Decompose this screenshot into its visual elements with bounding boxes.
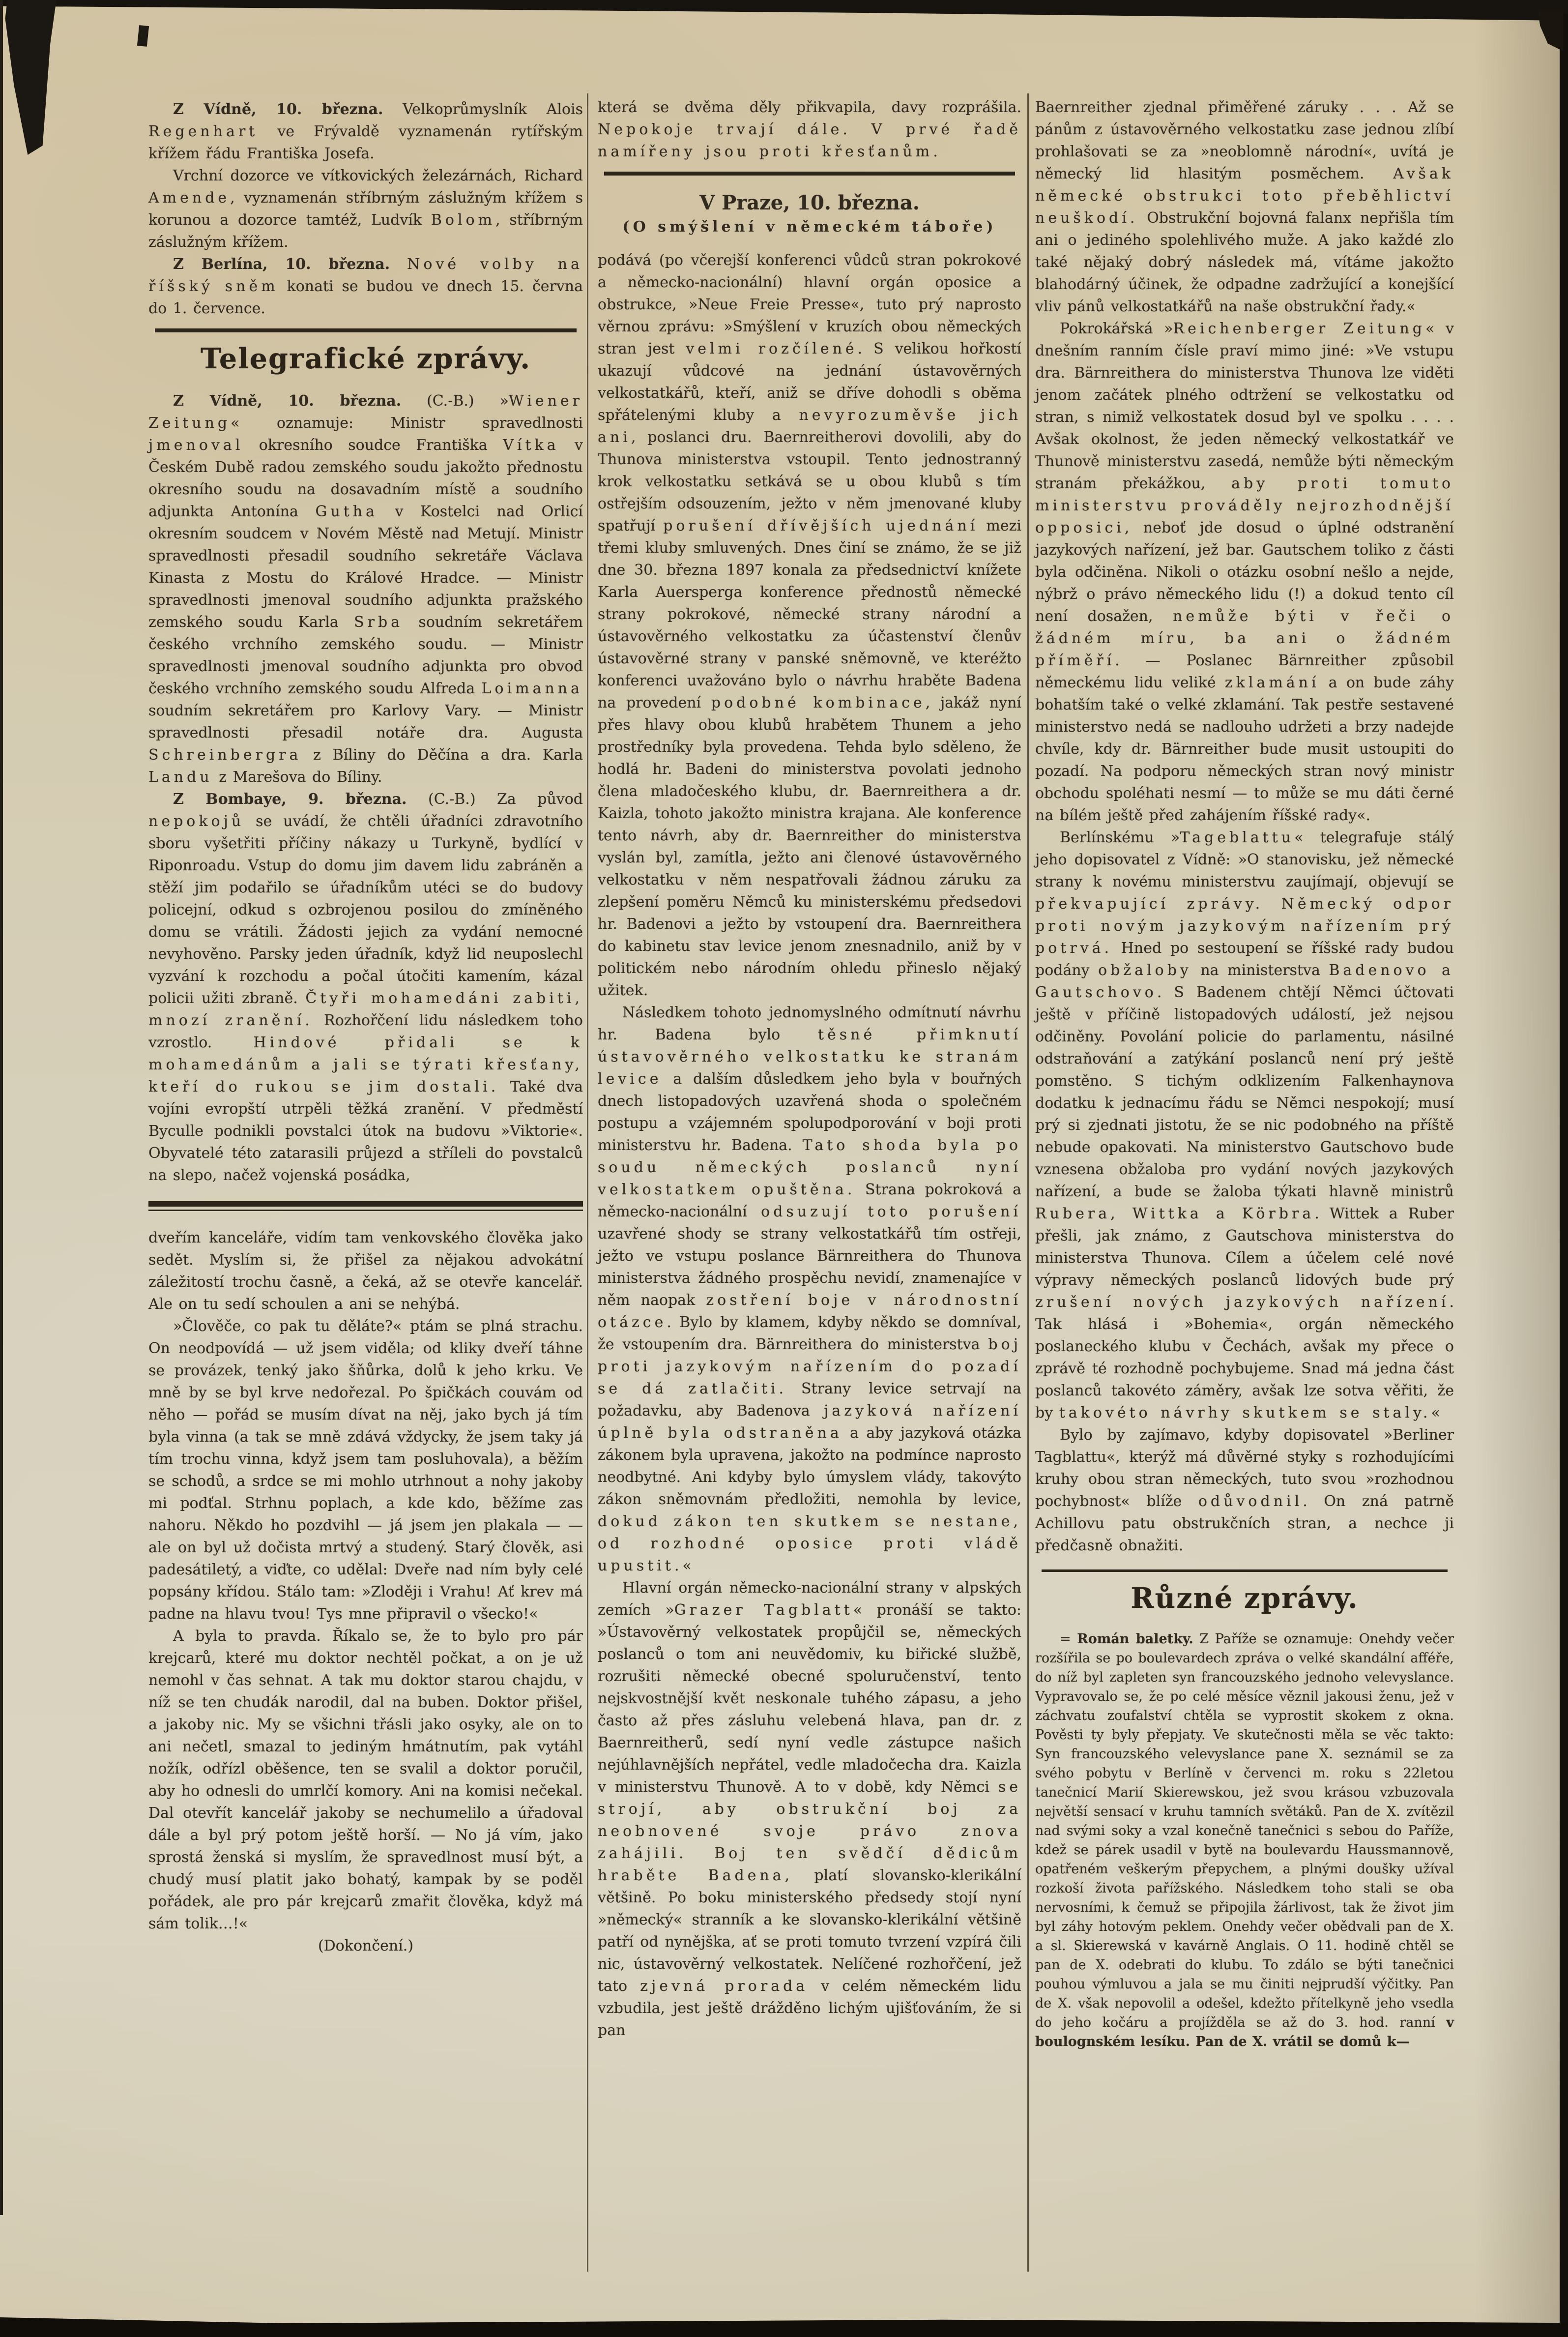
spaced-text: Nepokoje trvají dále. V prvé řadě namířeny jsou proti křesťanům. xyxy=(598,121,1021,160)
text-run: okresního soudce Františka xyxy=(243,437,503,454)
spaced-text: Reichenberger Zeitung xyxy=(1173,320,1426,337)
text-run: . Tak hlásá i »Bohemia«, orgán německého poslaneckého klubu v Čechách, avšak my přece o zprávě té rozhodně pochybujeme. Snad má jedna část poslanců takovéto záměry, avšak lze sotva věřiti, že by xyxy=(1035,1294,1454,1421)
scan-edge-bottom xyxy=(0,2317,1568,2337)
text-run: a dalším důsledkem jeho byla v bouřných dnech listopadových uzavřená shoda o společném postupu a vzájemném spolupodporování v boji proti ministerstvu hr. Badena. xyxy=(598,1070,1021,1154)
text-run: Strana pokroková a německo-nacionální xyxy=(598,1181,1021,1220)
spaced-text: Amende xyxy=(148,189,231,207)
text-run: Hlavní orgán německo-nacionální strany v alpských zemích » xyxy=(598,1579,1021,1619)
feuilleton-paragraph-3 xyxy=(148,1625,583,1935)
text-run: konati se budou ve dnech 15. června do 1. července. xyxy=(148,278,583,317)
spaced-text: odsuzují toto porušení xyxy=(761,1203,1022,1220)
text-run: z Bíliny do Děčína a dra. Karla xyxy=(301,746,583,764)
dateline-vienna xyxy=(148,98,583,165)
text-run: , vyznamenán stříbrným záslužným křížem s korunou a dozorce tamtéž, Ludvík xyxy=(148,189,583,229)
text-run: se uvádí, že chtěli úřadníci zdravotního sboru vyšetřiti příčiny nákazy u Turkyně, bydlící v Riponroadu. Vstup do domu jim davem lidu zabráněn a stěží jim podařilo se úřadníkům utéci se do budovy policejní, odkud s ozbrojenou posilou do zmíněného domu se vrátili. Žádosti jejich za vydání nemocné nevyhověno. Parsky jeden úřadník, když lid neuposlechl vyzvání k rozchodu a počal útočiti kamením, kázal policii užiti zbraně. xyxy=(148,813,583,1007)
spaced-text: Gutha xyxy=(315,503,378,520)
text-run: . Strany levice setrvají na požadavku, aby Badenova xyxy=(598,1380,1021,1420)
text-run: « pronáší se takto: »Ústavověrný velkostatek propůjčil se, německých poslanců o tom ani neuvědomiv, ku biřické službě, rozrušiti německé obecné spoluručenství, tento nejskvostnější květ neskonale tuhého zápasu, a jeho často až přes zásluhu velebená hlava, pan dr. z Baernreitherů, sedí nyní vedle zástupce našich nejúhlavnějších nepřátel, vedle mladočecha dra. Kaizla v ministerstvu Thunově. A to v době, kdy Němci xyxy=(598,1601,1022,1796)
baernreither-continuation xyxy=(1035,96,1454,318)
prague-rule xyxy=(604,172,1015,176)
text-run: A byla to pravda. Říkalo se, že to bylo pro pár krejcarů, které mu doktor nechtěl počkat, a on je už nemohl v čas sehnat. A tak mu doktor starou chajdu, v níž se ten chudák narodil, dal na buben. Doktor přišel, a jakoby nic. My se všichni třásli jako osyky, ale on to ani nečetl, smazal to jediným hmátnutím, pak vytáhl nožík, odřízl oběšence, ten se svalil a doktor poručil, aby ho odnesli do umrlčí komory. Ani na komisi nečekal. Dal otevřít kancelář jakoby se nechumelilo a úřadoval dále a byl prý potom ještě horší. — No já vím, jako sprostá ženská si myslím, že spravedlnost musí být, a chudý musí platit jako bohatý, kampak by se poděl pořádek, ale pro pár krejcarů zmařit člověka, když má sám tolik…!« xyxy=(148,1627,583,1932)
text-run: Z Paříže se oznamuje: Onehdy večer rozšířila se po boulevardech zpráva o velké skandální afféře, do níž byl zapleten syn francouzského jednoho velevyslance. Vypravovalo se, že po celé měsíce věznil jakousi ženu, jež v záchvatu zoufalství chtěla se vyprostit skokem z okna. Pověsti ty byly přepjaty. Ve skutečnosti měla se věc takto: Syn francouzského velevyslance pane X. seznámil se za svého pobytu v Berlíně v červenci m. roku s 22letou tanečnicí Marií Skierewskou, jež svou krásou vzbuzovala největší sensací v kruhu tamních světáků. Pan de X. zvítězil nad svými soky a vzal konečně tanečnici s sebou do Paříže, kdež se párek usadil v bytě na boulevardu Haussmannově, opatřeném veškerým přepychem, a plnými doušky užíval rozkoší života pařížského. Následkem toho stali se oba nervosními, k čemuž se připojila žárlivost, tak že život jim byl záhy hotovým peklem. Onehdy večer obědvali pan de X. a sl. Skierewská v kavárně Anglais. O 11. hodině chtěl se pan de X. odebrati do klubu. To zdálo se býti tanečnici pouhou výmluvou a jala se mu činiti nejprudší výčitky. Pan de X. však nepovolil a odešel, kdežto přítelkyně jeho vsedla do jeho kočáru a projížděla se až do 3. hod. ranní xyxy=(1035,1631,1454,2030)
bold-text: Román baletky. xyxy=(1077,1631,1193,1647)
spaced-text: Tageblattu xyxy=(1180,829,1295,846)
text-run xyxy=(390,256,407,273)
feuilleton-ending xyxy=(148,1935,583,1957)
text-run: Vrchní dozorce ve vítkovických železárnách, Richard xyxy=(173,167,583,184)
spaced-text: překvapující zprávy. Německý odpor proti novým jazykovým nařízením prý potrvá. xyxy=(1035,895,1454,957)
spaced-text: Schreinbergra xyxy=(148,746,302,764)
spaced-text: Vítka xyxy=(503,437,559,454)
text-run: « oznamuje: Ministr spravedlnosti xyxy=(231,414,583,432)
text-run: z Marešova do Bíliny. xyxy=(212,769,382,786)
spaced-text: Bolom xyxy=(431,211,496,229)
text-run: « telegrafuje stálý jeho dopisovatel z Vídně: »O stanovisku, jež německé strany k novému ministerstvu zaujímají, objevují se xyxy=(1035,829,1454,890)
text-run: , neboť jde dosud o úplné odstranění jazykových nařízení, jež bar. Gautschem toliko z části byla odčiněna. Nikoli o otázku osobní nešlo a nejde, nýbrž o právo německého lidu (!) a dokud tento cíl není dosažen, xyxy=(1035,519,1454,625)
column-divider-1 xyxy=(587,93,588,2272)
spaced-text: zrušení nových jazykových nařízení xyxy=(1035,1294,1450,1311)
text-run: Hned po sestoupení se říšské rady budou podány xyxy=(1035,940,1454,979)
spaced-text: Wiener Zeitung xyxy=(148,392,583,432)
bombay-continuation xyxy=(598,96,1021,163)
scan-edge-right-corner xyxy=(1538,9,1563,51)
section-heading-telegrams: Telegrafické zprávy. xyxy=(200,342,531,375)
bold-text: v boulognském lesíku. Pan de X. vrátil se domů k— xyxy=(1035,2015,1454,2049)
text-run: . Wittek a Ruber přešli, jak známo, z Gautschova ministerstva do ministerstva Thunova. Cílem a účelem celé nové výpravy německých poslanců lidových bude prý xyxy=(1035,1205,1454,1289)
column-1 xyxy=(148,98,583,1957)
bold-text: Z Vídně, 10. března. xyxy=(173,101,383,118)
spaced-text: obžaloby xyxy=(1098,962,1192,979)
spaced-text: nemůže býti v řeči o žádném míru, ba ani o žádném příměří xyxy=(1035,608,1454,669)
spaced-text: Srba xyxy=(354,614,404,631)
text-run: « v dnešním ranním čísle praví mimo jiné: »Ve vstupu dra. Bärnreithera do ministerstva Thunova lze viděti jenom začátek plného odtržení se velkostatku od stran, s nimiž velkostatek dosud byl ve spolku . . . . Avšak okolnost, že jeden německý velkostatkář ve Thunově ministerstvu zasedá, nemůže býti německým stranám překážkou, xyxy=(1035,320,1454,492)
text-run: , platí slovansko-klerikální většině. Po boku ministerského předsedy stojí nyní »německý« stranník a ke slovansko-klerikální většině patří od nynějška, ať se proti tomuto tvrzení vzpírá čili nic, ústavověrný velkostatek. Nelíčené rozhořčení, jež tato xyxy=(598,1867,1022,1995)
text-run: (C.-B.) Za původ xyxy=(407,791,583,808)
spaced-text: velmi rozčílené xyxy=(686,340,858,357)
telegram-bombay xyxy=(148,788,583,1186)
spaced-text: boj proti jazykovým nařízením do pozadí se dá zatlačiti xyxy=(598,1336,1021,1397)
telegram-vienna xyxy=(148,390,583,788)
text-run: uzavřené shody se strany velkostatkářů tím ostřeji, ježto ve vstupu poslance Bärnreithera do Thunova ministerstva žádného prospěchu nevidí, znamenajíce v něm naopak xyxy=(598,1225,1021,1309)
text-run: , stříbrným záslužným křížem. xyxy=(148,211,583,251)
neue-freie-presse-report xyxy=(598,249,1021,1002)
dateline-prague: V Praze, 10. března. xyxy=(699,191,920,214)
text-run: Následkem tohoto jednomyslného odmítnutí návrhu hr. Badena bylo xyxy=(598,1004,1021,1043)
spaced-text: Badenovo a Gautschovo xyxy=(1035,962,1454,1001)
text-run: . — Poslanec Bärnreither způsobil německému lidu veliké xyxy=(1035,652,1454,691)
ruzne-rule xyxy=(1042,1569,1448,1572)
subheading-german-camp: (O smýšlení v německém táboře) xyxy=(622,218,997,236)
text-run: Bylo by zajímavo, kdyby dopisovatel »Berliner Tagblattu«, kterýž má důvěrné styky s rozhodujícími kruhy obou stran německých, tuto svou »rozhodnou pochybnost« blíže xyxy=(1035,1426,1454,1510)
spaced-text: Tato shoda byla po soudu německých poslanců nyní velkostatkem opuštěna. xyxy=(598,1137,1021,1198)
text-run: v Českém Dubě radou zemského soudu jakožto přednostu okresního soudu na dosavadním místě a soudního adjunkta Antonína xyxy=(148,437,583,520)
spaced-text: takovéto návrhy skutkem se staly.« xyxy=(1059,1404,1444,1421)
spaced-text: aby proti tomuto ministerstvu prováděly nejrozhodnější opposici xyxy=(1035,475,1454,536)
text-run: Obstrukční bojovná falanx nepřišla tím ani o jediného spolehlivého muže. A jako každé zlo také nějaký dobrý následek má, vítáme jakožto blahodárný účinek, že odpadne zadržující a konejšící vliv pánů velkostatkářů na naše obstrukční řady.« xyxy=(1035,209,1454,315)
text-run: . Bylo by klamem, kdyby někdo se domníval, že vstoupením dra. Bärnreithera do ministerstva xyxy=(598,1314,1021,1353)
text-run: která se dvěma děly přikvapila, davy rozprášila. xyxy=(598,99,1021,116)
text-run: soudním sekretářem českého vrchního zemského soudu. — Ministr spravedlnosti jmenoval soudního adjunkta pro obvod českého vrchního zemského soudu Alfreda xyxy=(148,614,583,697)
spaced-text: Čtyři mohamedáni zabiti, mnozí zranění. xyxy=(148,990,583,1029)
feuilleton-separator xyxy=(148,1201,583,1211)
spaced-text: odůvodnil xyxy=(1198,1493,1303,1510)
text-run: Rozhořčení lidu následkem toho vzrostlo. xyxy=(148,1012,583,1051)
text-run: , poslanci dru. Baernreitherovi dovolili, aby do Thunova ministerstva vstoupil. Tento jednostranný krok velkostatku setkává se u obou klubů s tím ostřejším odsouzením, ježto v něm jmenované kluby spatřují xyxy=(598,429,1021,534)
spaced-text: Avšak německé obstrukci toto přeběhlictví neuškodí. xyxy=(1035,165,1454,227)
text-run: na ministerstva xyxy=(1191,962,1329,979)
text-run: Pokrokářská » xyxy=(1060,320,1173,337)
scan-speck xyxy=(137,25,149,47)
roman-baletky-item xyxy=(1035,1629,1454,2051)
text-run: . On zná patrně Achillovu patu obstrukčních stran, a nechce ji předčasně obnažiti. xyxy=(1035,1493,1454,1554)
text-run: ve Frývaldě vyznamenán rytířským křížem řádu Františka Josefa. xyxy=(148,123,583,162)
text-run: (Dokončení.) xyxy=(318,1937,414,1954)
scan-edge-top xyxy=(0,0,1568,21)
scan-edge-left-wedge xyxy=(3,0,58,155)
spaced-text: Landu xyxy=(148,769,213,786)
section-heading-ruzne: Různé zprávy. xyxy=(1131,1582,1359,1615)
text-run: Také dva vojíni evropští utrpěli těžká zranění. V předměstí Byculle podnikli povstalci útok na budovu »Viktorie«. Obyvatelé této zatarasili průjezd a stříleli do povstalců na slepo, načež vojenská posádka, xyxy=(148,1078,583,1184)
text-run: v Kostelci nad Orlicí okresním soudcem v Novém Městě nad Metují. Ministr spravedlnosti přesadil soudního sekretáře Václava Kinasta z Mostu do Králové Hradce. — Ministr spravedlnosti jmenoval soudního adjunkta pražského zemského soudu Karla xyxy=(148,503,583,631)
text-run: . S velikou hořkostí ukazují vůdcové na jednání ústavověrných velkostatkářů, kteří, aniž se dříve dohodli s oběma spřátelenými kluby a xyxy=(598,340,1021,424)
column-3 xyxy=(1035,96,1454,2051)
bold-text: Z Berlína, 10. března. xyxy=(173,256,390,273)
scan-edge-right xyxy=(1560,14,1568,2337)
spaced-text: se strojí, aby obstrukční boj za neobnovené svoje právo znova zahájili. Boj ten svědčí dědicům hraběte Badena xyxy=(598,1778,1021,1884)
column-divider-2 xyxy=(1027,93,1029,2272)
spaced-text: Regenhart xyxy=(148,123,259,140)
spaced-text: zostření boje v národnostní otázce xyxy=(598,1292,1021,1331)
spaced-text: podobné kombinace xyxy=(711,694,926,711)
spaced-text: jazyková nařízení úplně byla odstraněna xyxy=(598,1402,1021,1442)
text-run: podává (po včerejší konferenci vůdců stran pokrokové a německo-nacionální) hlavní orgán oposice a obstrukce, »Neue Freie Presse«, tuto prý naprosto věrnou zprávu: »Smýšlení v kruzích obou německých stran jest xyxy=(598,252,1021,357)
spaced-text: dokud zákon ten skutkem se nestane, od rozhodné oposice proti vládě upustit.« xyxy=(598,1513,1021,1574)
bold-text: Z Bombaye, 9. března. xyxy=(173,791,407,808)
text-run: , jakáž nyní přes hlavy obou klubů hrabětem Thunem a jeho prostředníky byla provedena. Tehda bylo sděleno, že hodlá hr. Badeni do ministerstva povolati jednoho člena mladočeského klubu, dr. Baernreithera a dr. Kaizla, tohoto jakožto ministra krajana. Ale konference tento návrh, aby dr. Baernreither do ministerstva vyslán byl, zamítla, ježto ani členové ústavověrného velkostatku v něm nespatřovali žádnou záruku za zlepšení poměru Němců ku ministerskému předsedovi hr. Badenovi a ježto by vstoupení dra. Baernreithera do kabinetu stav levice jenom znesnadnilo, aniž by v politickém nebo národním ohledu přineslo nějaký užitek. xyxy=(598,694,1021,999)
vitkovice-paragraph xyxy=(148,165,583,253)
spaced-text: porušení dřívějších ujednání xyxy=(663,517,979,534)
text-run: dveřím kanceláře, vidím tam venkovského člověka jako sedět. Myslím si, že přišel za nějakou advokátní záležitostí trochu časně, a čeká, až se otevře kancelář. Ale on tu sedí schoulen a ani se nehýbá. xyxy=(148,1229,583,1313)
text-run: »Člověče, co pak tu děláte?« ptám se plná strachu. On neodpovídá — už jsem viděla; od kliky dveří táhne se provázek, tenký jako šňůrka, dolů k jeho krku. Ve mně by se byl krve nedořezal. Po špičkách couvám od něho — pořád se musím dívat na něj, jako bych já tím byla vinna (a tak se mně zdává vždycky, že jsem taky já tím trochu vinna, když jsem tam posluhovala), a běžím se schodů, a srdce se mi mohlo utrhnout a nohy jakoby mi podťal. Strhnu poplach, a kde kdo, běžíme zas nahoru. Někdo ho pozdvihl — já jsem jen plakala — — ale on byl už dočista mrtvý a studený. Starý člověk, asi padesátiletý, a viďte, co udělal: Dveře nad ním byly celé popsány křídou. Stálo tam: »Zloději i Vrahu! Ať krev má padne na hlavu tvou! Tys mne připravil o všecko!« xyxy=(148,1318,583,1623)
scan-edge-left-line xyxy=(0,0,3,2215)
text-run: soudním sekretářem pro Karlovy Vary. — Ministr spravedlnosti přesadil notáře dra. Augusta xyxy=(148,702,583,741)
spaced-text: nevyrozuměvše jich ani xyxy=(598,407,1021,446)
text-run: a aby jazyková otázka zákonem byla upravena, jakožto na podmínce naprosto neodbytné. Ani kdyby bylo úmyslem vlády, takovýto zákon sněmovnám předložiti, nemohla by levice, xyxy=(598,1424,1021,1508)
text-run: Berlínskému » xyxy=(1060,829,1180,846)
feuilleton-paragraph-2 xyxy=(148,1315,583,1625)
section-rule xyxy=(155,328,576,332)
berliner-tageblatt-paragraph xyxy=(1035,827,1454,1424)
text-run: Baernreither zjednal přiměřené záruky . . . Až se pánům z ústavověrného velkostatku zase jednou zlíbí prohlašovati se za »neoblomně národní«, uvítá je německý lid hlasitým posměchem. xyxy=(1035,99,1454,182)
spaced-text: jmenoval xyxy=(148,437,244,454)
odmitnuti-paragraph xyxy=(598,1002,1021,1577)
commentary-paragraph xyxy=(1035,1424,1454,1557)
spaced-text: Rubera, Wittka a Körbra xyxy=(1035,1205,1315,1222)
text-run: = xyxy=(1060,1631,1077,1647)
text-run: v celém německém lidu vzbudila, jest ještě drážděno lichým ujišťováním, že si pan xyxy=(598,1978,1021,2039)
text-run: mezi třemi kluby smluvených. Dnes činí se známo, že se již dne 30. března 1897 konala za předsednictví knížete Karla Auersperga konference přednostů německé strany pokrokové, německé strany národní a ústavověrného velkostatku za účastenství členův ústavověrné strany v panské sněmovně, ve kteréžto konferenci uvažováno bylo o návrhu hraběte Badena na provedení xyxy=(598,517,1021,711)
spaced-text: těsné přimknutí ústavověrného velkostatku ke stranám levice xyxy=(598,1026,1022,1088)
grazer-tagblatt-paragraph xyxy=(598,1577,1021,2041)
dateline-berlin xyxy=(148,253,583,320)
text-run: a on bude záhy bohatším také o velké zklamání. Tak pestře sestavené ministerstvo nedá se nadlouho udržeti a brzy nadejde chvíle, kdy dr. Bärnreither bude musit ustoupiti do pozadí. Na podporu německých stran nový ministr obchodu spoléhati nesmí — to může se mu dáti černé na bílém ještě před zahájením říšské rady«. xyxy=(1035,674,1454,824)
bold-text: Z Vídně, 10. března. xyxy=(173,392,402,410)
feuilleton-paragraph-1 xyxy=(148,1227,583,1315)
text-run: . S Badenem chtějí Němci účtovati ještě v příčině listopadových událostí, jež nejsou odčiněny. Povolání policie do parlamentu, násilné odstraňování a zatýkání poslanců není prý ještě pomstěno. S tichým odklizením Falkenhaynova dodatku k jednacímu řádu se Němci nespokojí; musí prý si zjednati jistotu, že se nic podobného na příště nebude opakovati. Na ministerstvo Gautschovo bude vznesena obžaloba pro vydání nových jazykových nařízení, a bude se žaloba týkati hlavně ministrů xyxy=(1035,984,1454,1200)
spaced-text: zklamání xyxy=(1224,674,1320,691)
spaced-text: Grazer Tagblatt xyxy=(674,1601,853,1619)
reichenberger-paragraph xyxy=(1035,318,1454,827)
spaced-text: nepokojů xyxy=(148,813,245,830)
spaced-text: zjevná prorada xyxy=(640,1978,809,1995)
column-2 xyxy=(598,96,1021,2041)
spaced-text: Loimanna xyxy=(481,680,583,697)
spaced-text: Nové volby na říšský sněm xyxy=(148,256,583,295)
spaced-text: Hindové přidali se k mohamedánům a jali se týrati křesťany, kteří do rukou se jim dostali. xyxy=(148,1034,583,1095)
text-run: Velkoprůmyslník Alois xyxy=(383,101,583,118)
text-run: (C.-B.) » xyxy=(401,392,509,410)
